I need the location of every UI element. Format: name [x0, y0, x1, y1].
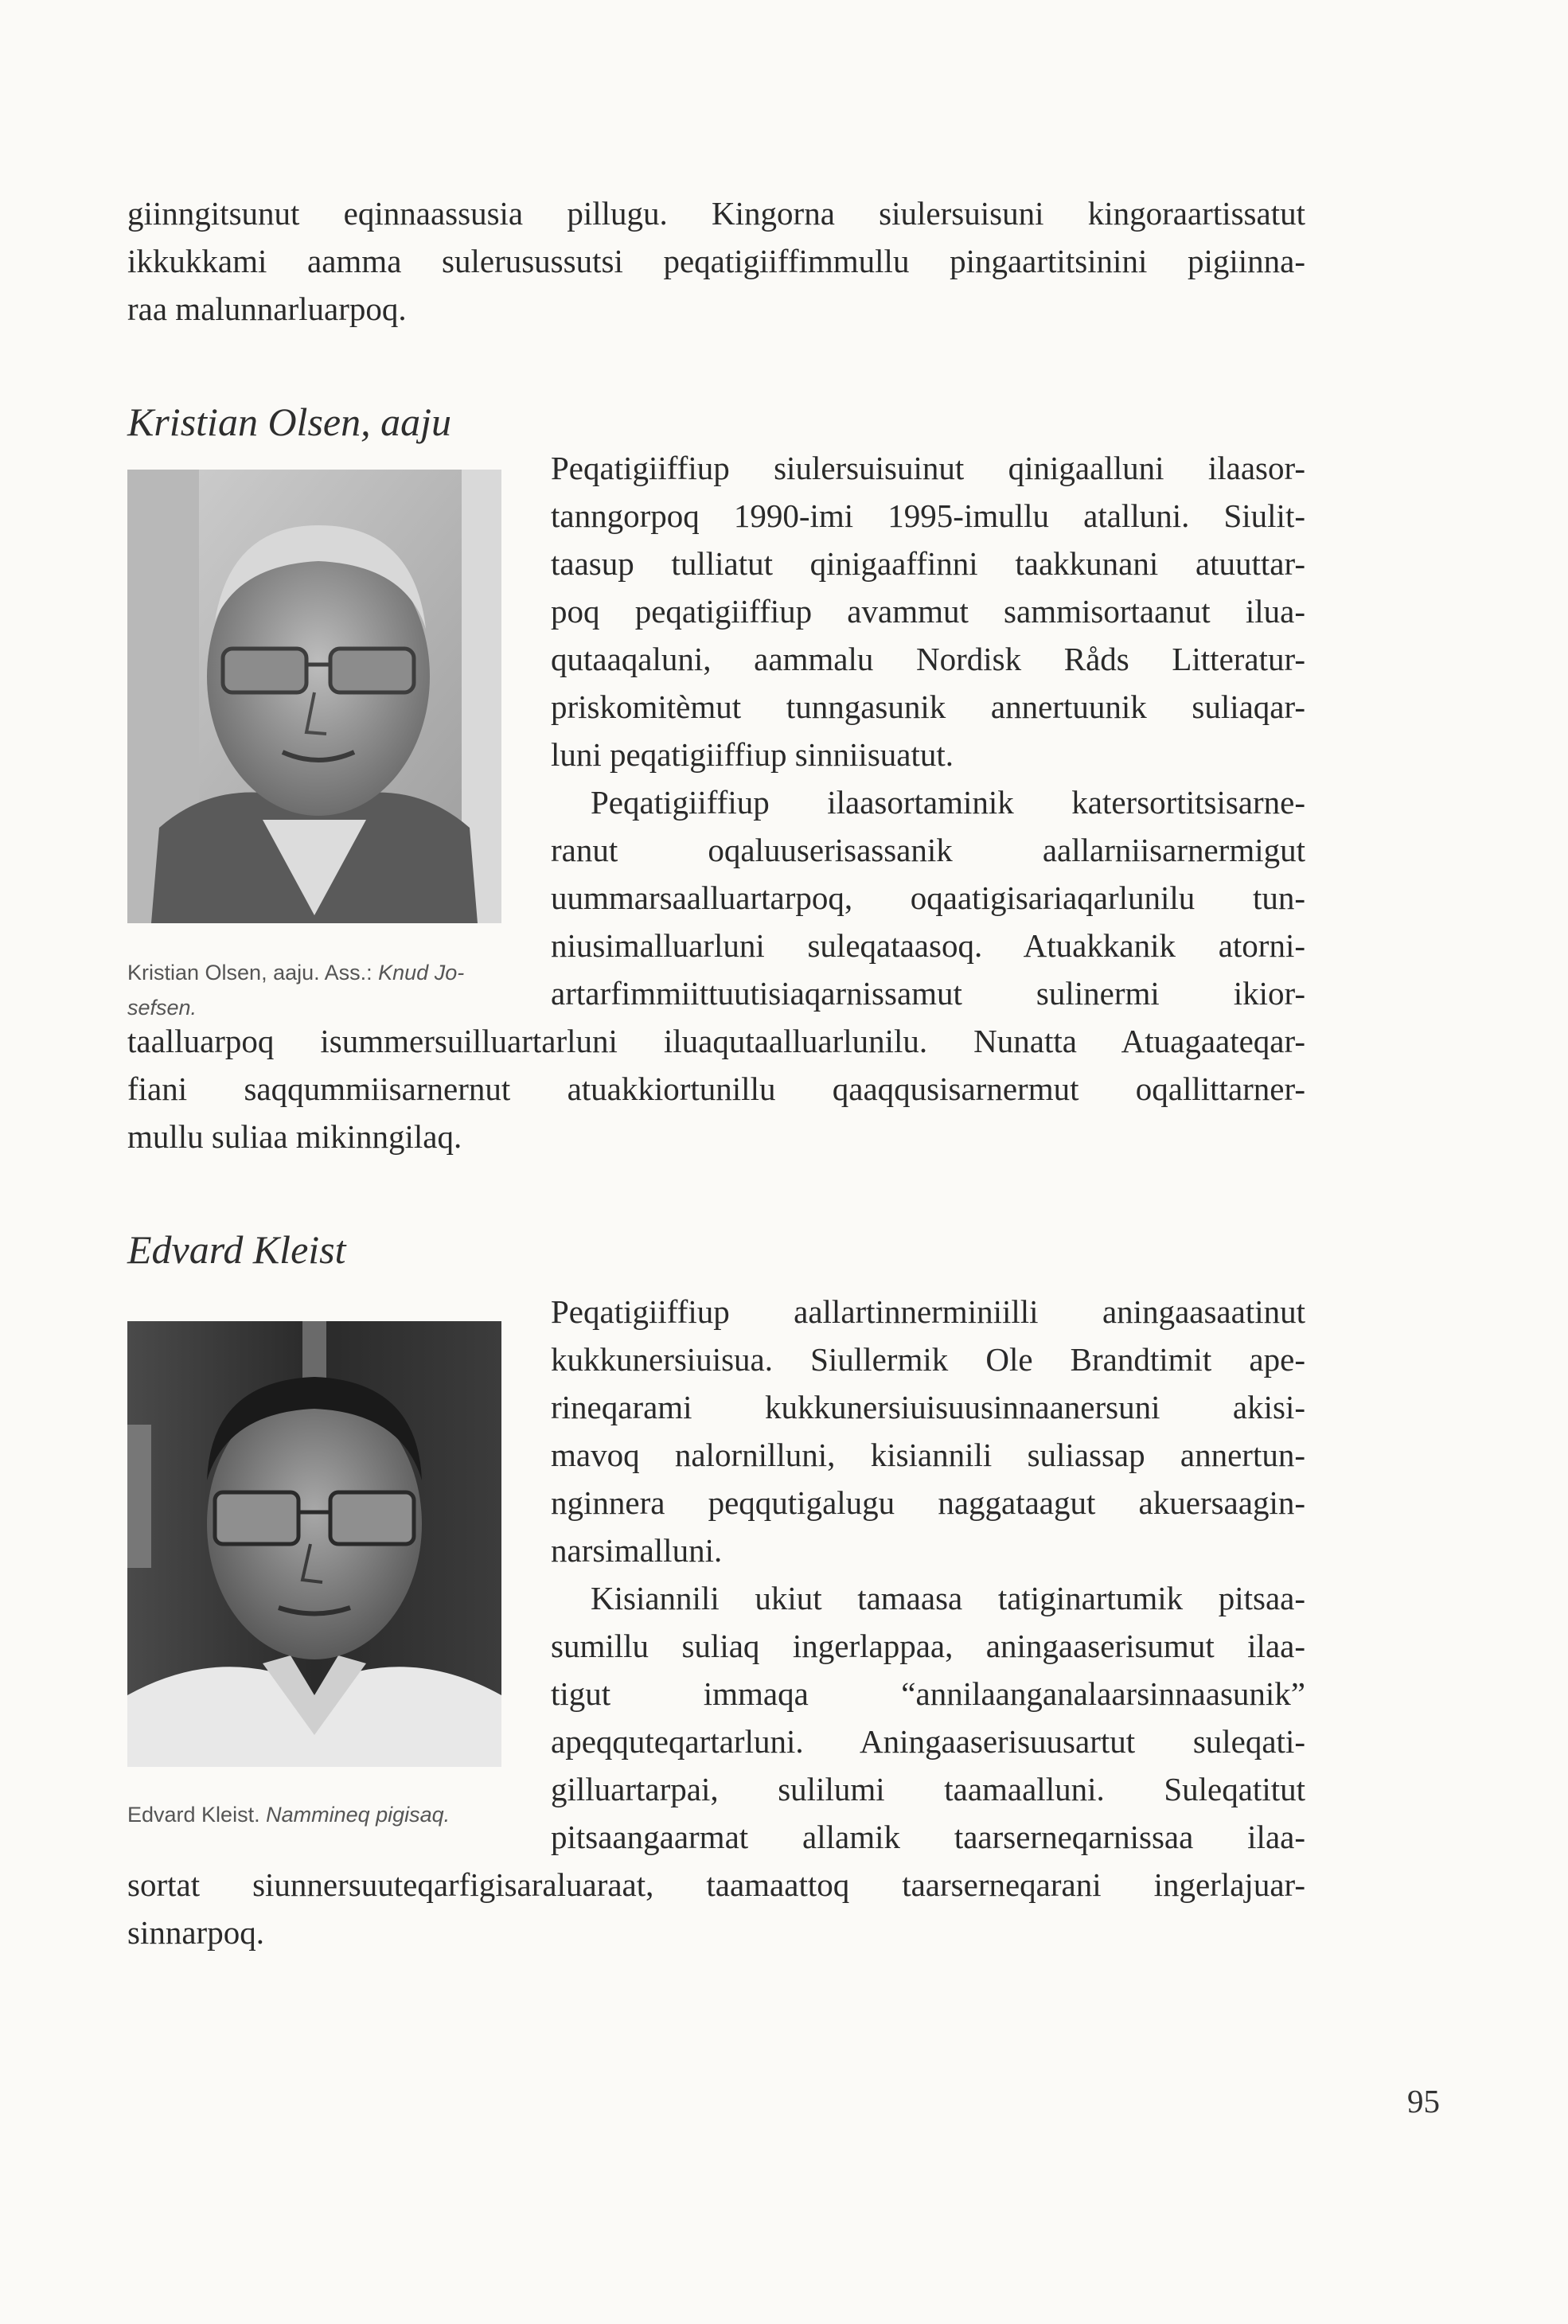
text-line: narsimalluni. [551, 1532, 723, 1569]
section-heading-edvard-kleist: Edvard Kleist [127, 1227, 346, 1272]
text-line: Peqatigiiffiup ilaasortaminik katersortitsisarne- [591, 784, 1305, 821]
photo-caption-edvard-kleist [127, 1797, 450, 1832]
text-line: rineqarami kukkunersiuisuusinnaanersuni akisi- [551, 1389, 1305, 1425]
text-line: mavoq nalornilluni, kisiannili suliassap annertun- [551, 1437, 1305, 1473]
text-line: fiani saqqummiisarnernut atuakkiortunillu qaaqqusisarnermut oqallittarner- [127, 1070, 1305, 1107]
text-line: Peqatigiiffiup siulersuisuinut qinigaalluni ilaasor- [551, 450, 1305, 486]
text-line: sinnarpoq. [127, 1914, 264, 1951]
portrait-photo-kristian-olsen [127, 470, 501, 923]
portrait-photo-edvard-kleist [127, 1321, 501, 1767]
portrait-image [127, 1321, 501, 1767]
text-line: taalluarpoq isummersuilluartarluni iluaqutaalluarlunilu. Nunatta Atuagaateqar- [127, 1023, 1305, 1059]
text-line: taasup tulliatut qinigaaffinni taakkunani atuuttar- [551, 545, 1305, 582]
text-line: artarfimmiittuutisiaqarnissamut sulinermi ikior- [551, 975, 1305, 1012]
caption-photographer: Knud Jo- [378, 961, 465, 985]
text-line: gilluartarpai, sulilumi taamaalluni. Suleqatitut [551, 1771, 1305, 1807]
text-line: sumillu suliaq ingerlappaa, aningaaserisumut ilaa- [551, 1628, 1305, 1664]
text-line: ikkukkami aamma sulerusussutsi peqatigiiffimmullu pingaartitsinini pigiinna- [127, 243, 1305, 279]
text-line: niusimalluarluni suleqataasoq. Atuakkanik atorni- [551, 927, 1305, 964]
text-line: tanngorpoq 1990-imi 1995-imullu atalluni. Siulit- [551, 497, 1305, 534]
text-line: luni peqatigiiffiup sinniisuatut. [551, 736, 954, 773]
text-line: mullu suliaa mikinngilaq. [127, 1118, 462, 1155]
text-line: raa malunnarluarpoq. [127, 290, 407, 327]
text-line: nginnera peqqutigalugu naggataagut akuersaagin- [551, 1484, 1305, 1521]
text-line: qutaaqaluni, aammalu Nordisk Råds Litteratur- [551, 641, 1305, 677]
text-line: tigut immaqa “annilaanganalaarsinnaasunik” [551, 1675, 1305, 1712]
caption-photographer-cont: sefsen. [127, 996, 197, 1020]
section-heading-kristian-olsen: Kristian Olsen, aaju [127, 400, 451, 444]
caption-text: Edvard Kleist. [127, 1803, 267, 1827]
photo-caption-kristian-olsen [127, 955, 464, 1025]
text-line: ranut oqaluuserisassanik aallarniisarnermigut [551, 832, 1305, 868]
text-line: poq peqatigiiffiup avammut sammisortaanut ilua- [551, 593, 1305, 630]
caption-source: Namminеq pigisaq. [266, 1803, 451, 1827]
text-line: sortat siunnersuuteqarfigisaraluaraat, taamaattoq taarserneqarani ingerlajuar- [127, 1866, 1305, 1903]
portrait-image [127, 470, 501, 923]
text-line: uummarsaalluartarpoq, oqaatigisariaqarlunilu tun- [551, 879, 1305, 916]
text-line: Peqatigiiffiup aallartinnerminiilli aningaasaatinut [551, 1293, 1305, 1330]
text-line: apeqquteqartarluni. Aningaaserisuusartut suleqati- [551, 1723, 1305, 1760]
text-line: Kisiannili ukiut tamaasa tatiginartumik pitsaa- [591, 1580, 1305, 1616]
caption-text: Kristian Olsen, aaju. Ass.: [127, 961, 379, 985]
text-line: pitsaangaarmat allamik taarserneqarnissaa ilaa- [551, 1819, 1305, 1855]
text-line: priskomitèmut tunngasunik annertuunik suliaqar- [551, 688, 1305, 725]
page-number: 95 [1407, 2083, 1440, 2119]
text-line: giinngitsunut eqinnaassusia pillugu. Kingorna siulersuisuni kingoraartissatut [127, 195, 1305, 232]
text-line: kukkunersiuisua. Siullermik Ole Brandtimit ape- [551, 1341, 1305, 1378]
